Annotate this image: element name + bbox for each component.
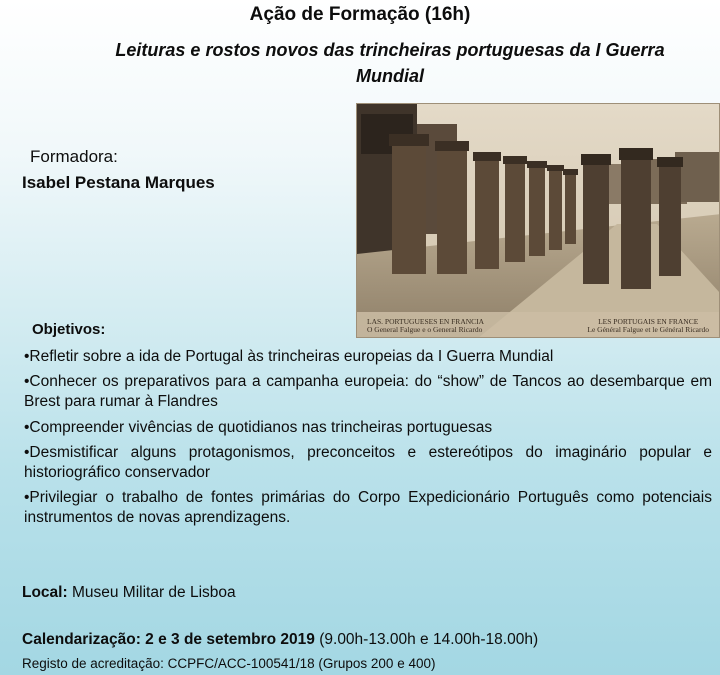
photo-caption-right bbox=[587, 318, 709, 334]
objective-item: •Refletir sobre a ida de Portugal às trincheiras europeias da I Guerra Mundial bbox=[24, 348, 554, 365]
objective-item: •Desmistificar alguns protagonismos, preconceitos e estereótipos do imaginário popular e historiográfico conservador bbox=[24, 444, 712, 481]
schedule bbox=[22, 631, 538, 649]
course-title: Ação de Formação (16h) bbox=[249, 4, 471, 25]
caption-right-line-2: Le Général Falgue et le Général Ricardo bbox=[587, 325, 709, 334]
soldiers-saluting-image bbox=[357, 104, 720, 338]
schedule-label: Calendarização: 2 e 3 de setembro 2019 bbox=[22, 631, 315, 648]
objectives-list bbox=[24, 347, 712, 533]
objective-item: •Conhecer os preparativos para a campanha europeia: do “show” de Tancos ao desembarque em Brest para rumar à Flandres bbox=[24, 373, 712, 410]
photo-caption-left bbox=[367, 318, 484, 334]
objective-item: •Privilegiar o trabalho de fontes primárias do Corpo Expedicionário Português como potenciais instrumentos de novas aprendizagens. bbox=[24, 489, 712, 526]
trainer-name: Isabel Pestana Marques bbox=[22, 173, 215, 192]
location-value: Museu Militar de Lisboa bbox=[67, 584, 236, 601]
caption-left-line-1: LAS. PORTUGUESES EN FRANCIA bbox=[367, 317, 485, 326]
objectives-heading: Objetivos: bbox=[32, 321, 106, 338]
location-label: Local: bbox=[22, 584, 68, 601]
course-subtitle bbox=[60, 37, 720, 89]
trainer-label: Formadora: bbox=[30, 147, 118, 166]
subtitle-line-1: Leituras e rostos novos das trincheiras portuguesas da I Guerra bbox=[115, 40, 665, 60]
caption-right-line-1: LES PORTUGAIS EN FRANCE bbox=[598, 317, 699, 326]
historical-photo bbox=[356, 103, 720, 338]
objective-item: •Compreender vivências de quotidianos nas trincheiras portuguesas bbox=[24, 419, 493, 436]
location bbox=[22, 584, 236, 602]
caption-left-line-2: O General Falgue e o General Ricardo bbox=[367, 325, 483, 334]
schedule-hours: (9.00h-13.00h e 14.00h-18.00h) bbox=[314, 631, 539, 648]
accreditation-registry: Registo de acreditação: CCPFC/ACC-100541/18 (Grupos 200 e 400) bbox=[22, 656, 436, 671]
subtitle-line-2: Mundial bbox=[356, 66, 424, 86]
